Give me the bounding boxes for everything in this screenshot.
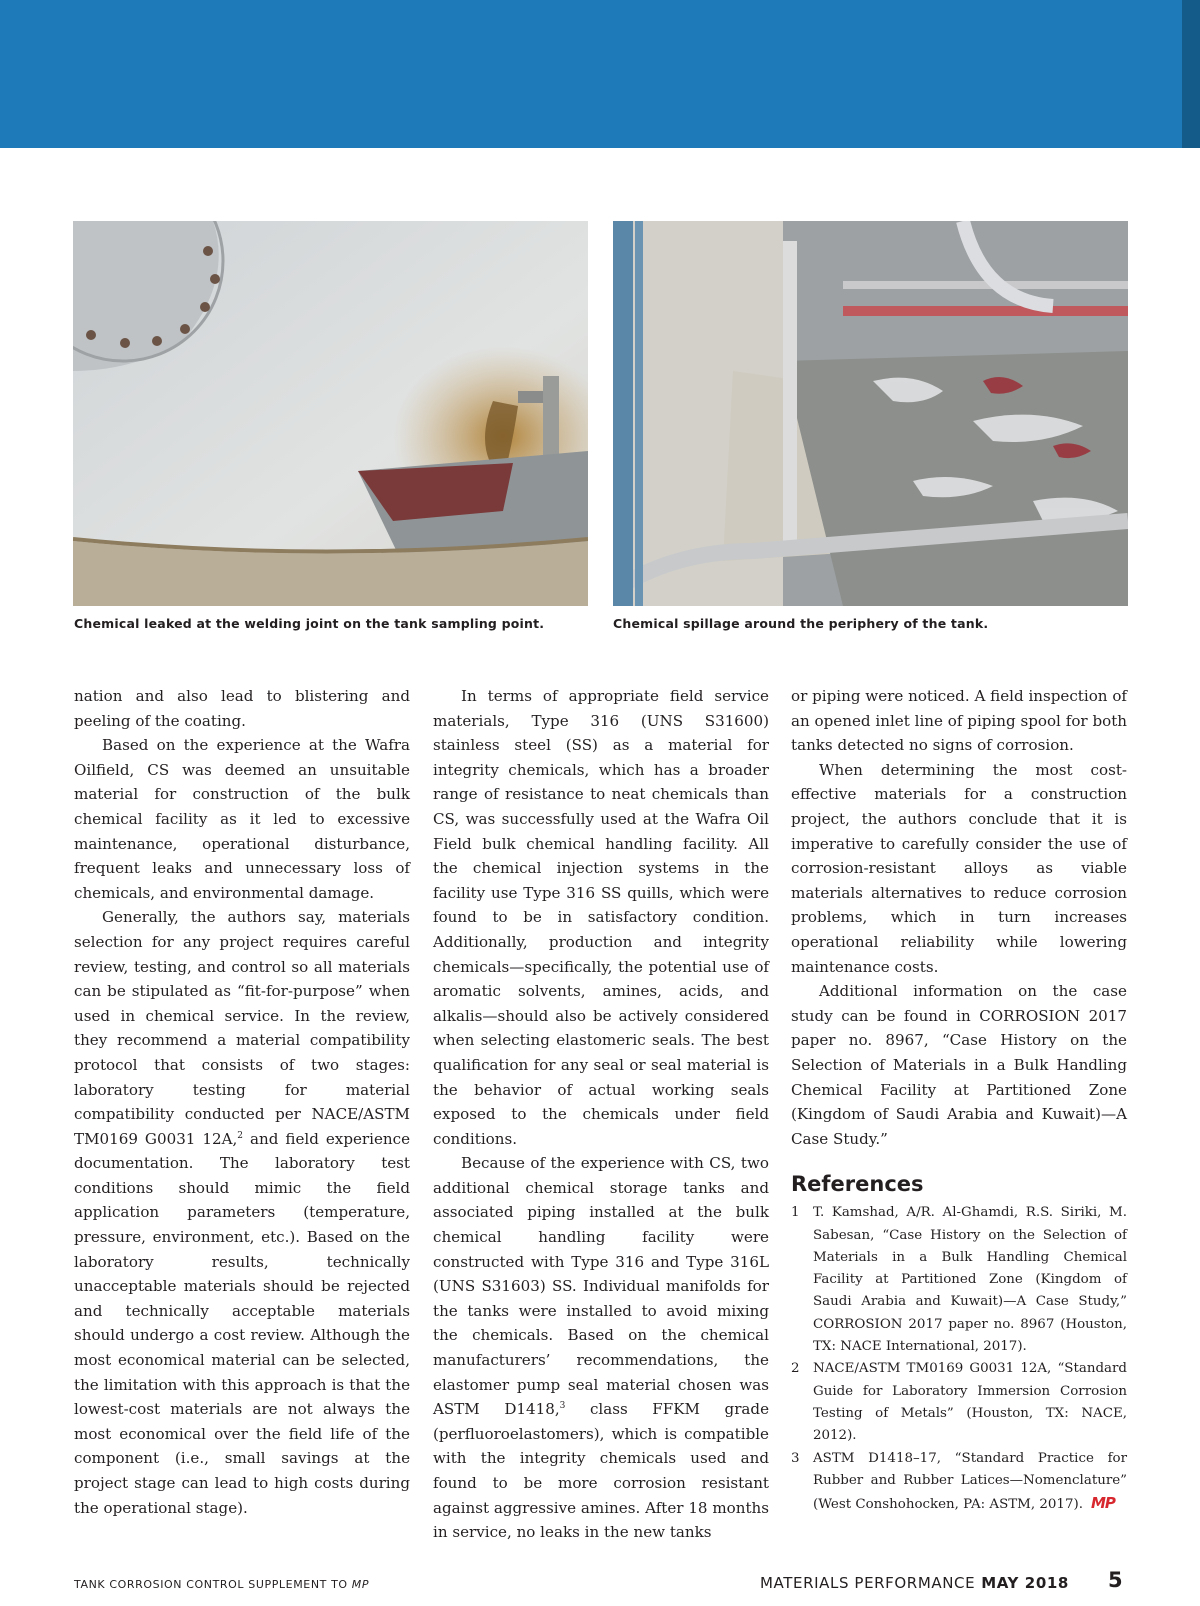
paragraph-text: Generally, the authors say, materials selection for any project requires careful review, testing, and control so all materials can be stipulated as “fit-for-purpose” when used in chemical service. In the review, they recommend a material compatibility protocol that consists of two stages: laboratory testing for material compatibility conducted per NACE/ASTM TM0169 G0031 12A,	[74, 908, 410, 1148]
footer-supplement-label	[74, 1578, 369, 1591]
photo-tank-leak-image	[73, 221, 588, 606]
paragraph: or piping were noticed. A field inspection of an opened inlet line of piping spool for both tanks detected no signs of corrosion.	[791, 687, 1127, 755]
paragraph-text: Because of the experience with CS, two additional chemical storage tanks and associated piping installed at the bulk chemical handling facility were constructed with Type 316 and Type 316L (UNS S31603) SS. Individual manifolds for the tanks were installed to avoid mixing the chemicals. Based on the chemical manufacturers’ recommendations, the elastomer pump seal material chosen was ASTM D1418,	[433, 1154, 769, 1419]
reference-number: 2	[791, 1361, 800, 1377]
photo-caption-left: Chemical leaked at the welding joint on the tank sampling point.	[74, 616, 545, 631]
mp-end-mark-logo: MP	[1090, 1494, 1115, 1513]
header-band-edge	[1182, 0, 1200, 148]
photo-chemical-spillage-image	[613, 221, 1128, 606]
citation-3: 3	[559, 1401, 566, 1412]
paragraph-text: and field experience documentation. The laboratory test conditions should mimic the field application parameters (temperature, pressure, environment, etc.). Based on the laboratory results, technically unacceptable materials should be rejected and technically acceptable materials should undergo a cost review. Although the most economical material can be selected, the limitation with this approach is that the lowest-cost materials are not always the most economical over the field life of the component (i.e., small savings at the project stage can lead to high costs during the operational stage).	[74, 1129, 410, 1517]
footer-supplement-magazine: MP	[351, 1578, 370, 1591]
references-list	[791, 1202, 1127, 1516]
photo-caption-right: Chemical spillage around the periphery of the tank.	[613, 616, 989, 631]
photo-tank-leak	[73, 221, 588, 606]
paragraph: When determining the most cost-effective materials for a construction project, the authors conclude that it is imperative to carefully consider the use of corrosion-resistant alloys as viable materials alternatives to reduce corrosion problems, which in turn increases operational reliability while lowering maintenance costs.	[791, 760, 1127, 976]
paragraph: nation and also lead to blistering and peeling of the coating.	[74, 687, 410, 730]
paragraph-text: class FFKM grade (perfluoroelastomers), which is compatible with the integrity chemicals used and found to be more corrosion resistant against aggressive amines. After 18 months in service, no leaks in the new tanks	[433, 1400, 770, 1542]
footer-magazine-name: MATERIALS PERFORMANCE	[760, 1574, 976, 1592]
reference-item	[791, 1358, 1127, 1447]
text-column-2	[433, 684, 769, 1545]
reference-text: ASTM D1418–17, “Standard Practice for Rubber and Rubber Latices—Nomenclature” (West Conshohocken, PA: ASTM, 2017).	[813, 1450, 1127, 1513]
paragraph	[74, 905, 410, 1520]
text-column-1	[74, 684, 410, 1520]
reference-text: NACE/ASTM TM0169 G0031 12A, “Standard Guide for Laboratory Immersion Corrosion Testing of Metals” (Houston, TX: NACE, 2012).	[813, 1361, 1127, 1444]
footer-magazine-issue	[760, 1574, 1069, 1592]
reference-text: T. Kamshad, A/R. Al-Ghamdi, R.S. Siriki, M. Sabesan, “Case History on the Selection of Materials in a Bulk Handling Chemical Facility at Partitioned Zone (Kingdom of Saudi Arabia and Kuwait)—A Case Study,” CORROSION 2017 paper no. 8967 (Houston, TX: NACE International, 2017).	[813, 1205, 1127, 1355]
footer-issue-date: MAY 2018	[981, 1574, 1069, 1592]
reference-item	[791, 1202, 1127, 1358]
reference-number: 3	[791, 1450, 800, 1466]
paragraph	[433, 1151, 769, 1545]
footer-supplement-prefix: TANK CORROSION CONTROL SUPPLEMENT TO	[74, 1578, 352, 1591]
paragraph: Additional information on the case study can be found in CORROSION 2017 paper no. 8967, “Case History on the Selection of Materials in a Bulk Handling Chemical Facility at Partitioned Zone (Kingdom of Saudi Arabia and Kuwait)—A Case Study.”	[791, 982, 1127, 1148]
text-column-3	[791, 684, 1127, 1516]
reference-item	[791, 1448, 1127, 1517]
paragraph: Based on the experience at the Wafra Oilfield, CS was deemed an unsuitable material for construction of the bulk chemical facility as it led to excessive maintenance, operational disturbance, frequent leaks and unnecessary loss of chemicals, and environmental damage.	[74, 736, 410, 902]
citation-2: 2	[237, 1130, 244, 1141]
references-heading: References	[791, 1172, 924, 1197]
photo-chemical-spillage	[613, 221, 1128, 606]
page-number: 5	[1108, 1568, 1123, 1592]
header-band	[0, 0, 1200, 148]
paragraph: In terms of appropriate field service materials, Type 316 (UNS S31600) stainless steel (SS) as a material for integrity chemicals, which has a broader range of resistance to neat chemicals than CS, was successfully used at the Wafra Oil Field bulk chemical handling facility. All the chemical injection systems in the facility use Type 316 SS quills, which were found to be in satisfactory condition. Additionally, production and integrity chemicals—specifically, the potential use of aromatic solvents, amines, acids, and alkalis—should also be actively considered when selecting elastomeric seals. The best qualification for any seal or seal material is the behavior of actual working seals exposed to the chemicals under field conditions.	[433, 687, 769, 1148]
reference-number: 1	[791, 1205, 800, 1221]
